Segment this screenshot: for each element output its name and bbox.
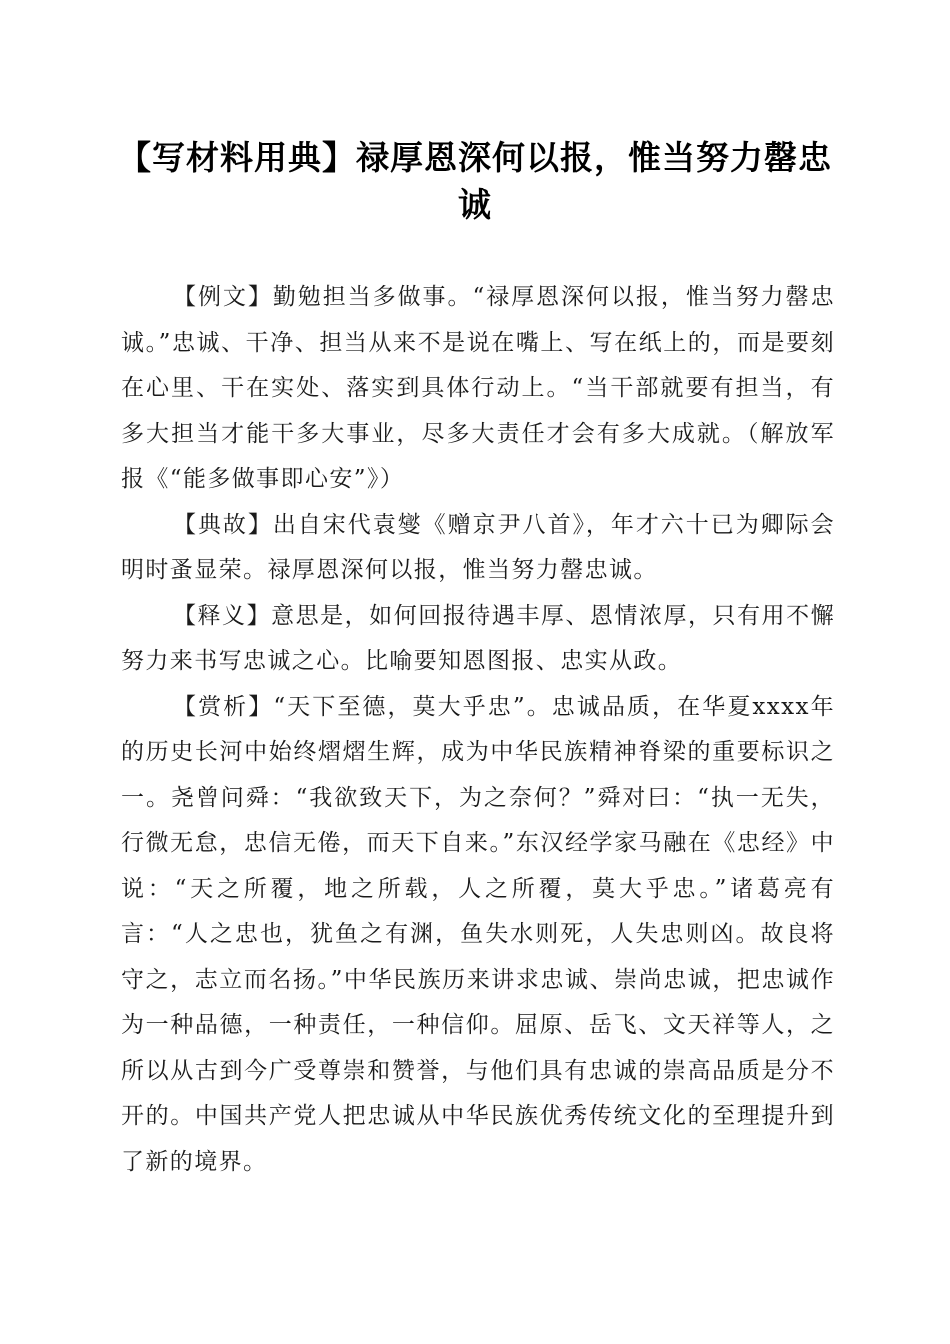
paragraph-example: 【例文】勤勉担当多做事。“禄厚恩深何以报，惟当努力罄忠诚。”忠诚、干净、担当从来不是说在嘴上、写在纸上的，而是要刻在心里、干在实处、落实到具体行动上。“当干部就要有担当，有多大担当才能干多大事业，尽多大责任才会有多大成就。（解放军报《“能多做事即心安”》） xyxy=(121,284,835,492)
document-title: 【写材料用典】禄厚恩深何以报，惟当努力罄忠诚 xyxy=(118,138,832,224)
document-body xyxy=(121,275,835,1185)
paragraph-appreciation: 【赏析】“天下至德，莫大乎忠”。忠诚品质，在华夏xxxx年的历史长河中始终熠熠生辉，成为中华民族精神脊梁的重要标识之一。尧曾问舜：“我欲致天下，为之奈何？”舜对曰：“执一无失，行微无怠，忠信无倦，而天下自来。”东汉经学家马融在《忠经》中说：“天之所覆，地之所载，人之所覆，莫大乎忠。”诸葛亮有言：“人之忠也，犹鱼之有渊，鱼失水则死，人失忠则凶。故良将守之，志立而名扬。”中华民族历来讲求忠诚、崇尚忠诚，把忠诚作为一种品德，一种责任，一种信仰。屈原、岳飞、文天祥等人，之所以从古到今广受尊崇和赞誉，与他们具有忠诚的崇高品质是分不开的。中国共产党人把忠诚从中华民族优秀传统文化的至理提升到了新的境界。 xyxy=(121,693,835,1175)
paragraph-allusion: 【典故】出自宋代袁燮《赠京尹八首》，年才六十已为卿际会明时蚤显荣。禄厚恩深何以报，惟当努力罄忠诚。 xyxy=(121,511,835,583)
paragraph-interpretation: 【释义】意思是，如何回报待遇丰厚、恩情浓厚，只有用不懈努力来书写忠诚之心。比喻要知恩图报、忠实从政。 xyxy=(121,602,835,674)
